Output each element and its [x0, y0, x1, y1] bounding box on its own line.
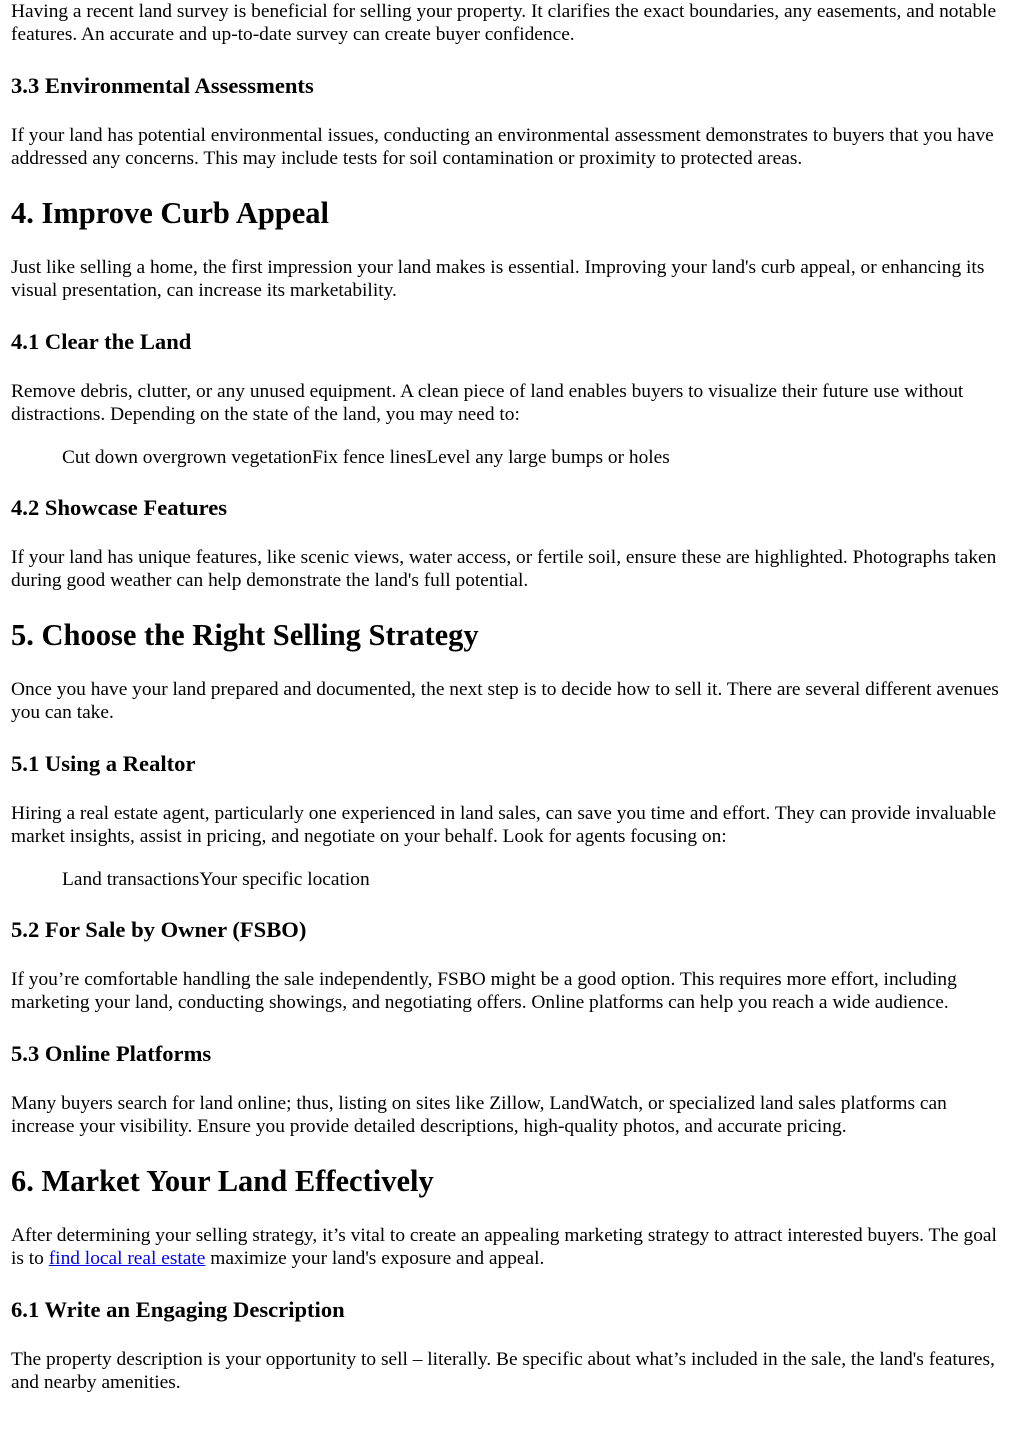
find-local-real-estate-link[interactable]: find local real estate: [48, 1248, 206, 1269]
intro-paragraph: Having a recent land survey is beneficial for selling your property. It clarifies the exact boundaries, any easements, and notable features. An accurate and up-to-date survey can create buyer confidence.: [11, 1, 997, 45]
heading-fsbo: 5.2 For Sale by Owner (FSBO): [11, 917, 307, 942]
paragraph-showcase-features: If your land has unique features, like scenic views, water access, or fertile soil, ensure these are highlighted. Photographs taken during good weather can help demonstrate the land's full potential.: [11, 547, 997, 591]
paragraph-market-your-land: [11, 1224, 1014, 1270]
heading-improve-curb-appeal: 4. Improve Curb Appeal: [11, 196, 330, 230]
list-item: Your specific location: [199, 869, 370, 890]
paragraph-selling-strategy: Once you have your land prepared and documented, the next step is to decide how to sell it. There are several different avenues you can take.: [11, 679, 999, 723]
heading-showcase-features: 4.2 Showcase Features: [11, 495, 228, 520]
paragraph-text-before-link: After determining your selling strategy, it’s vital to create an appealing marketing strategy to attract interested buyers. The goal is to: [11, 1225, 997, 1269]
paragraph-environmental-assessments: If your land has potential environmental issues, conducting an environmental assessment demonstrates to buyers that you have addressed any concerns. This may include tests for soil contamination or proximity to protected areas.: [11, 125, 994, 169]
heading-selling-strategy: 5. Choose the Right Selling Strategy: [11, 618, 479, 652]
paragraph-improve-curb-appeal: Just like selling a home, the first impression your land makes is essential. Improving your land's curb appeal, or enhancing its visual presentation, can increase its marketability.: [11, 257, 985, 301]
paragraph-text-after-link: maximize your land's exposure and appeal.: [205, 1248, 545, 1269]
heading-market-your-land: 6. Market Your Land Effectively: [11, 1164, 434, 1198]
list-item: Cut down overgrown vegetation: [62, 447, 313, 468]
heading-using-a-realtor: 5.1 Using a Realtor: [11, 751, 196, 776]
clear-land-list: [11, 446, 1014, 469]
heading-environmental-assessments: 3.3 Environmental Assessments: [11, 73, 314, 98]
paragraph-clear-the-land: Remove debris, clutter, or any unused equipment. A clean piece of land enables buyers to visualize their future use without distractions. Depending on the state of the land, you may need to:: [11, 381, 964, 425]
list-item: Fix fence lines: [312, 447, 427, 468]
heading-engaging-description: 6.1 Write an Engaging Description: [11, 1297, 345, 1322]
list-item: Level any large bumps or holes: [426, 447, 670, 468]
list-item: Land transactions: [62, 869, 200, 890]
paragraph-using-a-realtor: Hiring a real estate agent, particularly one experienced in land sales, can save you time and effort. They can provide invaluable market insights, assist in pricing, and negotiate on your behalf. Look for agents focusing on:: [11, 803, 997, 847]
paragraph-fsbo: If you’re comfortable handling the sale independently, FSBO might be a good option. This requires more effort, including marketing your land, conducting showings, and negotiating offers. Online platforms can help you reach a wide audience.: [11, 969, 957, 1013]
heading-clear-the-land: 4.1 Clear the Land: [11, 329, 192, 354]
paragraph-engaging-description: The property description is your opportunity to sell – literally. Be specific about what’s included in the sale, the land's features, and nearby amenities.: [11, 1349, 995, 1393]
paragraph-online-platforms: Many buyers search for land online; thus, listing on sites like Zillow, LandWatch, or specialized land sales platforms can increase your visibility. Ensure you provide detailed descriptions, high-quality photos, and accurate pricing.: [11, 1093, 947, 1137]
heading-online-platforms: 5.3 Online Platforms: [11, 1041, 212, 1066]
realtor-focus-list: [11, 868, 1014, 891]
